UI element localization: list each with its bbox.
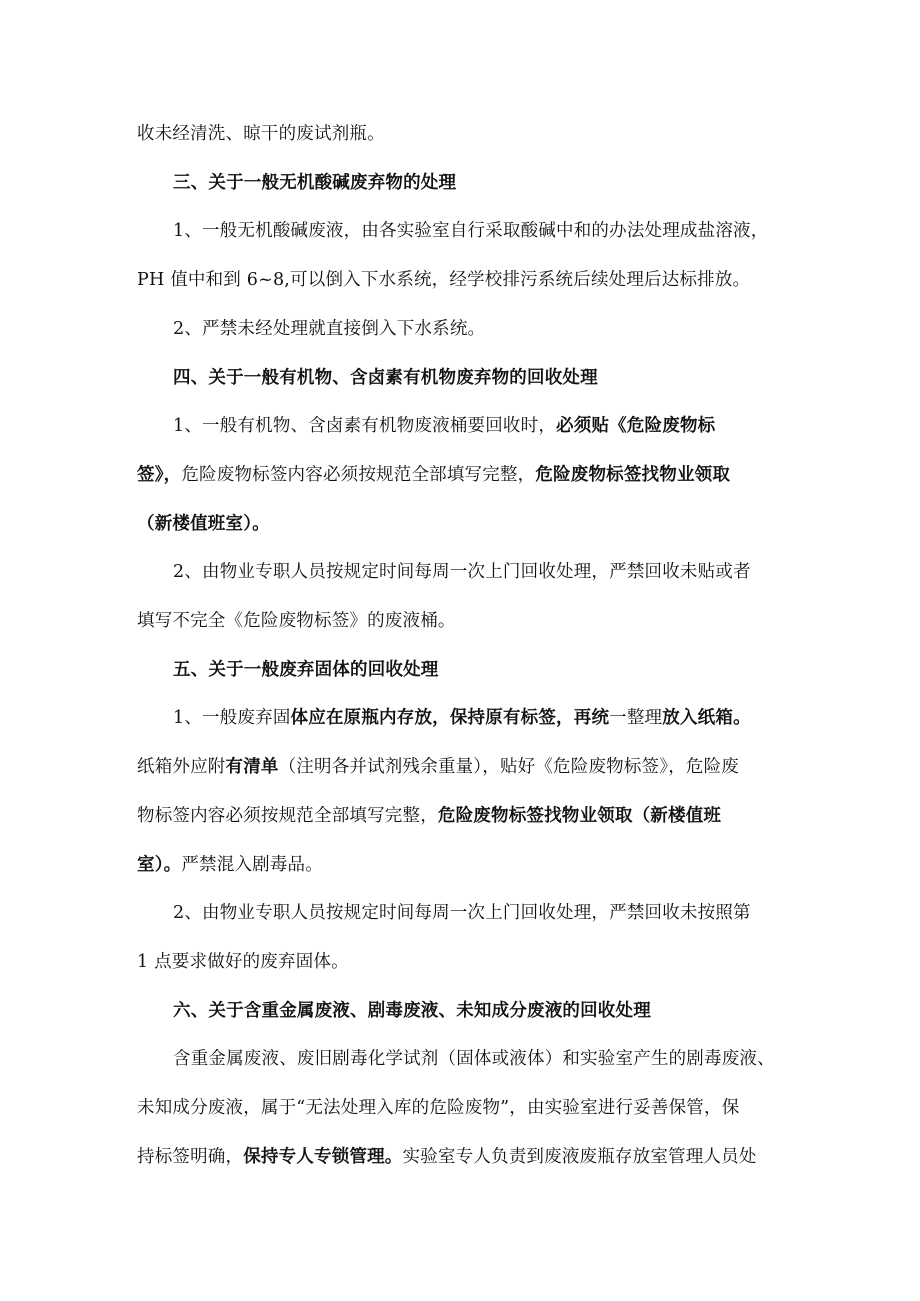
text-run: 一整理: [609, 708, 663, 729]
document-body: [137, 110, 785, 1181]
paragraph-line: [137, 1133, 785, 1182]
paragraph-line: [137, 889, 785, 938]
text-run: 2、由物业专职人员按规定时间每周一次上门回收处理，严禁回收未按照第: [173, 903, 751, 924]
bold-run: 签》，: [137, 464, 182, 485]
text-run: 1、一般无机酸碱废液，由各实验室自行采取酸碱中和的办法处理成盐溶液，: [173, 221, 769, 242]
text-run: （注明各并试剂残余重量），贴好《危险废物标签》，危险废: [278, 757, 740, 778]
paragraph-line: [137, 938, 785, 987]
bold-run: （新楼值班室）。: [137, 513, 270, 534]
paragraph-line: [137, 207, 785, 256]
heading-text: 四、关于一般有机物、含卤素有机物废弃物的回收处理: [173, 367, 598, 388]
text-run: 1 点要求做好的废弃固体。: [137, 951, 349, 972]
bold-run: 危险废物标签找物业领取: [535, 464, 731, 485]
paragraph-line: [137, 451, 785, 500]
text-run: 收未经清洗、晾干的废试剂瓶。: [137, 124, 385, 144]
bold-run: 放入纸箱。: [662, 708, 751, 729]
paragraph-line: [137, 597, 785, 646]
text-run: 危险废物标签内容必须按规范全部填写完整，: [181, 464, 536, 485]
text-run: 未知成分废液，属于“无法处理入库的危险废物”，由实验室进行妥善保管，保: [137, 1098, 740, 1119]
bold-run: 室）。: [137, 854, 182, 875]
bold-run: 有清单: [225, 757, 279, 778]
text-run: 1、一般废弃固: [173, 708, 291, 729]
bold-run: 必须贴《危险废物标: [556, 416, 716, 437]
text-run: 1、一般有机物、含卤素有机物废液桶要回收时，: [173, 416, 557, 437]
text-run: 纸箱外应附: [137, 757, 226, 778]
heading-text: 六、关于含重金属废液、剧毒废液、未知成分废液的回收处理: [173, 1000, 651, 1021]
section-heading-6: [137, 987, 785, 1036]
paragraph-line: [137, 305, 785, 354]
paragraph-line: [137, 402, 785, 451]
text-run: 2、严禁未经处理就直接倒入下水系统。: [173, 318, 486, 339]
heading-text: 五、关于一般废弃固体的回收处理: [173, 659, 439, 680]
section-heading-3: [137, 159, 785, 208]
text-run: 填写不完全《危险废物标签》的废液桶。: [137, 611, 456, 632]
paragraph-line: [137, 548, 785, 597]
paragraph-line: [137, 792, 785, 841]
section-heading-5: [137, 646, 785, 695]
paragraph-line: [137, 110, 785, 159]
text-run: 实验室专人负责到废液废瓶存放室管理人员处: [402, 1146, 757, 1167]
paragraph-line: [137, 694, 785, 743]
paragraph-line: [137, 841, 785, 890]
section-heading-4: [137, 354, 785, 403]
text-run: PH 值中和到 6~8,可以倒入下水系统，经学校排污系统后续处理后达标排放。: [137, 270, 751, 291]
paragraph-line: [137, 743, 785, 792]
text-run: 持标签明确，: [137, 1146, 244, 1167]
bold-run: 保持专人专锁管理。: [243, 1146, 403, 1167]
paragraph-line: [137, 500, 785, 549]
text-run: 物标签内容必须按规范全部填写完整，: [137, 805, 438, 826]
heading-text: 三、关于一般无机酸碱废弃物的处理: [173, 172, 457, 193]
paragraph-line: [137, 256, 785, 305]
paragraph-line: [137, 1084, 785, 1133]
bold-run: 危险废物标签找物业领取（新楼值班: [437, 805, 722, 826]
text-run: 严禁混入剧毒品。: [181, 854, 323, 875]
text-run: 含重金属废液、废旧剧毒化学试剂（固体或液体）和实验室产生的剧毒废液、: [173, 1049, 775, 1070]
paragraph-line: [137, 1035, 785, 1084]
bold-run: 体应在原瓶内存放，保持原有标签，再统: [290, 708, 610, 729]
text-run: 2、由物业专职人员按规定时间每周一次上门回收处理，严禁回收未贴或者: [173, 562, 751, 583]
